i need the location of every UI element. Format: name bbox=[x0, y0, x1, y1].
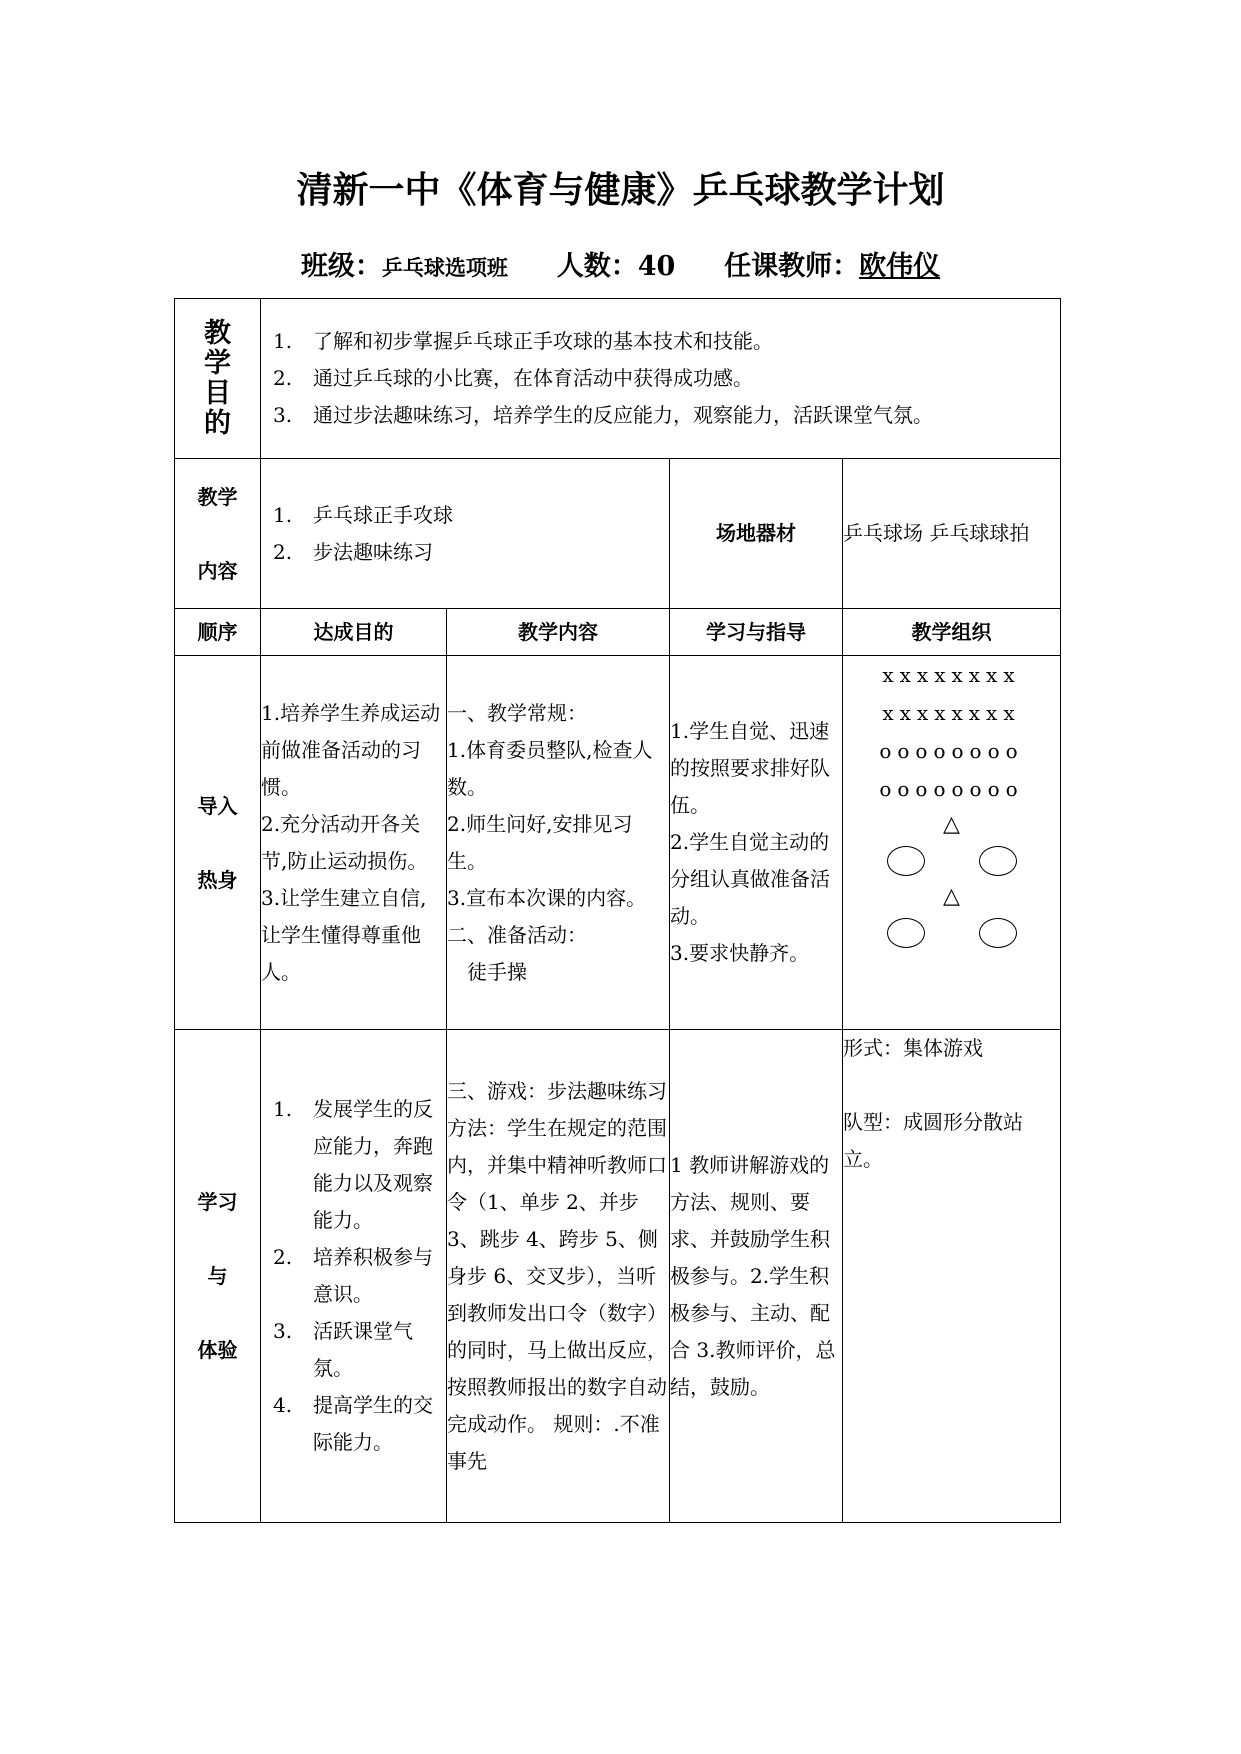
practice-goal-item: 3. 活跃课堂气氛。 bbox=[273, 1319, 413, 1380]
warmup-label: 导入 热身 bbox=[175, 656, 261, 1030]
count-value: 40 bbox=[637, 251, 676, 282]
content-item: 2. 步法趣味练习 bbox=[273, 539, 433, 564]
header-guidance: 学习与指导 bbox=[670, 609, 843, 656]
class-value: 乒乓球选项班 bbox=[381, 255, 508, 280]
warmup-goals: 1.培养学生养成运动前做准备活动的习惯。 2.充分活动开各关节,防止运动损伤。 3.让学生建立自信,让学生懂得尊重他人。 bbox=[261, 656, 447, 1030]
objectives-row bbox=[175, 299, 1061, 459]
practice-goals bbox=[261, 1030, 447, 1523]
organization-form: 形式：集体游戏 bbox=[843, 1036, 983, 1060]
teacher-triangle-icon: △ bbox=[943, 812, 960, 837]
practice-goal-item: 4. 提高学生的交际能力。 bbox=[273, 1393, 433, 1454]
teacher-label: 任课教师： bbox=[724, 251, 860, 282]
objectives-label: 教 学 目 的 bbox=[175, 299, 261, 459]
content-item: 1. 乒乓球正手攻球 bbox=[273, 502, 453, 527]
column-headers-row bbox=[175, 609, 1061, 656]
header-goals: 达成目的 bbox=[261, 609, 447, 656]
formation-row: oooooooo bbox=[879, 739, 1024, 763]
class-info-line bbox=[0, 244, 1241, 283]
practice-row bbox=[175, 1030, 1061, 1523]
teaching-plan-table bbox=[174, 298, 1061, 1523]
group-circle-icon bbox=[887, 846, 925, 876]
count-label: 人数： bbox=[556, 251, 638, 282]
practice-content: 三、游戏：步法趣味练习 方法：学生在规定的范围内，并集中精神听教师口令（1、单步 2、并步 3、跳步 4、跨步 5、侧身步 6、交叉步），当听到教师发出口令（数字）的同时，马上做出反应，按照教师报出的数字自动完成动作。 规则：.不准事先 bbox=[447, 1030, 670, 1523]
content-label: 教学 内容 bbox=[175, 459, 261, 609]
practice-guidance: 1 教师讲解游戏的方法、规则、要求、并鼓励学生积极参与。2.学生积极参与、主动、配合 3.教师评价，总结，鼓励。 bbox=[670, 1030, 843, 1523]
objective-item: 1. 了解和初步掌握乒乓球正手攻球的基本技术和技能。 bbox=[273, 329, 773, 353]
practice-label: 学习 与 体验 bbox=[175, 1030, 261, 1523]
practice-goal-item: 1. 发展学生的反应能力，奔跑能力以及观察能力。 bbox=[273, 1097, 433, 1232]
page-title: 清新一中《体育与健康》乒乓球教学计划 bbox=[296, 169, 945, 211]
header-content: 教学内容 bbox=[447, 609, 670, 656]
venue-value: 乒乓球场 乒乓球球拍 bbox=[843, 459, 1061, 609]
teacher-triangle-icon: △ bbox=[943, 884, 960, 909]
header-organization: 教学组织 bbox=[843, 609, 1061, 656]
objectives-cell bbox=[261, 299, 1061, 459]
warmup-guidance: 1.学生自觉、迅速的按照要求排好队伍。 2.学生自觉主动的分组认真做准备活动。 3.要求快静齐。 bbox=[670, 656, 843, 1030]
group-circle-icon bbox=[887, 918, 925, 948]
practice-organization bbox=[843, 1030, 1061, 1523]
header-order: 顺序 bbox=[175, 609, 261, 656]
formation-row: xxxxxxxx bbox=[882, 663, 1021, 687]
formation-row: oooooooo bbox=[879, 777, 1024, 801]
warmup-row bbox=[175, 656, 1061, 1030]
content-row bbox=[175, 459, 1061, 609]
objective-item: 2. 通过乒乓球的小比赛，在体育活动中获得成功感。 bbox=[273, 366, 753, 390]
venue-label: 场地器材 bbox=[670, 459, 843, 609]
practice-goal-item: 2. 培养积极参与意识。 bbox=[273, 1245, 433, 1306]
warmup-content: 一、教学常规： 1.体育委员整队,检查人数。 2.师生问好,安排见习生。 3.宣布本次课的内容。 二、准备活动： 徒手操 bbox=[447, 656, 670, 1030]
organization-formation: 队型：成圆形分散站立。 bbox=[843, 1110, 1023, 1171]
formation-row: xxxxxxxx bbox=[882, 701, 1021, 725]
group-circle-icon bbox=[979, 918, 1017, 948]
group-circle-icon bbox=[979, 846, 1017, 876]
objective-item: 3. 通过步法趣味练习，培养学生的反应能力，观察能力，活跃课堂气氛。 bbox=[273, 403, 933, 427]
warmup-formation bbox=[843, 656, 1061, 1030]
class-label: 班级： bbox=[300, 251, 382, 282]
content-cell bbox=[261, 459, 670, 609]
teacher-value: 欧伟仪 bbox=[859, 251, 941, 282]
